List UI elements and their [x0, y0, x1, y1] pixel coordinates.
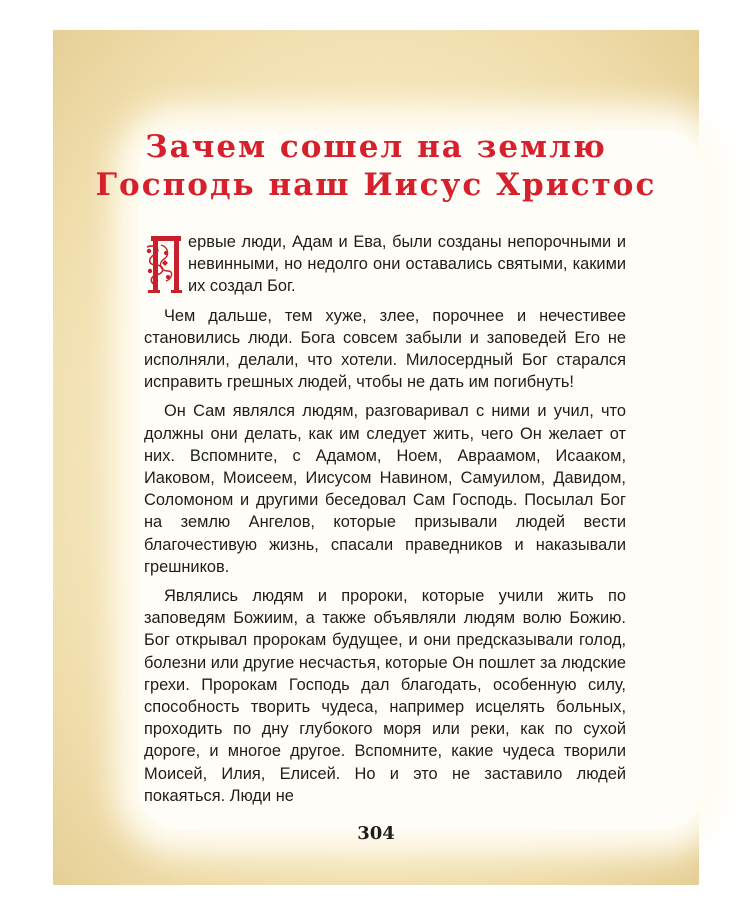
title-line-2: Господь наш Иисус Христос	[95, 167, 657, 203]
ornamental-initial-icon	[144, 233, 184, 295]
chapter-title	[53, 128, 699, 204]
paragraph-2: Чем дальше, тем хуже, злее, порочнее и нечестивее становились люди. Бога совсем забыли и заповедей Его не исполняли, делали, что хотели. Милосердный Бог старался исправить грешных людей, чтобы не дать им погибнуть!	[144, 306, 626, 392]
chapter-body	[144, 231, 626, 814]
paragraph-4: Являлись людям и пророки, которые учили жить по заповедям Божиим, а также объявляли людям волю Божию. Бог открывал пророкам будущее, и они предсказывали голод, болезни или другие несчастья, которые Он пошлет за людские грехи. Пророкам Господь дал благодать, особенную силу, способность творить чудеса, например исцелять больных, проходить по дну глубокого моря или реки, как по сухой дороге, и многое другое. Вспомните, какие чудеса творили Моисей, Илия, Елисей. Но и это не заставило людей покаяться. Люди не	[144, 587, 626, 805]
page-number: 304	[357, 823, 395, 844]
title-line-1: Зачем сошел на землю	[145, 129, 607, 165]
paragraph-1-text: ервые люди, Адам и Ева, были созданы непорочными и невинными, но недолго они оставались святыми, какими их создал Бог.	[188, 233, 626, 296]
paragraph-1	[144, 231, 626, 298]
paragraph-3: Он Сам являлся людям, разговаривал с ними и учил, что должны они делать, как им следует жить, чего Он желает от них. Вспомните, с Адамом, Ноем, Авраамом, Исааком, Иаковом, Моисеем, Иисусом Навином, Самуилом, Давидом, Соломоном и другими беседовал Сам Господь. Посылал Бог на землю Ангелов, которые призывали людей вести благочестивую жизнь, спасали праведников и наказывали грешников.	[144, 402, 626, 576]
